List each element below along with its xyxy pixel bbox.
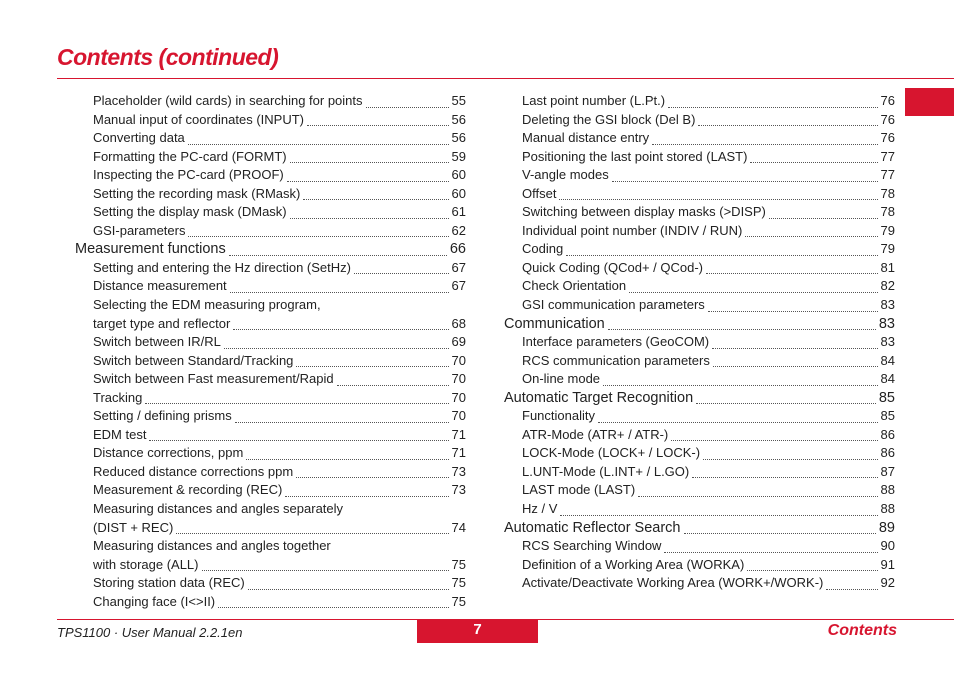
toc-entry-title: Inspecting the PC-card (PROOF) bbox=[93, 167, 284, 183]
toc-entry[interactable] bbox=[504, 500, 895, 519]
dot-leader bbox=[290, 161, 449, 163]
toc-entry-title: Distance measurement bbox=[93, 278, 227, 294]
toc-entry-page: 83 bbox=[880, 334, 895, 350]
toc-entry-title: Communication bbox=[504, 315, 605, 332]
dot-leader bbox=[202, 569, 449, 571]
toc-entry[interactable] bbox=[75, 92, 466, 111]
dot-leader bbox=[224, 347, 449, 349]
dot-leader bbox=[629, 291, 877, 293]
toc-entry-title: Tracking bbox=[93, 389, 143, 405]
toc-entry[interactable] bbox=[75, 481, 466, 500]
dot-leader bbox=[692, 476, 877, 478]
toc-entry-title: Storing station data (REC) bbox=[93, 575, 245, 591]
toc-entry-page: 83 bbox=[880, 297, 895, 313]
toc-entry-page: 66 bbox=[449, 241, 466, 258]
dot-leader bbox=[303, 198, 448, 200]
toc-entry[interactable] bbox=[75, 556, 466, 575]
toc-entry-title: Converting data bbox=[93, 130, 185, 146]
dot-leader bbox=[560, 514, 877, 516]
toc-entry[interactable] bbox=[75, 426, 466, 445]
toc-entry-title: Deleting the GSI block (Del B) bbox=[522, 111, 696, 127]
toc-entry-title: Formatting the PC-card (FORMT) bbox=[93, 148, 287, 164]
toc-entry-title: Positioning the last point stored (LAST) bbox=[522, 148, 748, 164]
dot-leader bbox=[246, 458, 448, 460]
toc-entry-page: 78 bbox=[880, 185, 895, 201]
toc-entry-page: 69 bbox=[451, 334, 466, 350]
dot-leader bbox=[712, 347, 877, 349]
dot-leader bbox=[566, 254, 877, 256]
toc-section-entry[interactable] bbox=[504, 315, 895, 334]
dot-leader bbox=[235, 421, 449, 423]
dot-leader bbox=[608, 328, 876, 330]
toc-entry-page: 76 bbox=[880, 111, 895, 127]
header-rule bbox=[57, 78, 954, 79]
dot-leader bbox=[638, 495, 877, 497]
toc-entry-title: RCS communication parameters bbox=[522, 352, 710, 368]
toc-entry-title: Definition of a Working Area (WORKA) bbox=[522, 556, 745, 572]
dot-leader bbox=[612, 180, 878, 182]
toc-entry-page: 81 bbox=[880, 259, 895, 275]
toc-entry-page: 88 bbox=[880, 501, 895, 517]
toc-entry[interactable] bbox=[504, 574, 895, 593]
toc-entry-page: 59 bbox=[451, 148, 466, 164]
toc-entry[interactable] bbox=[504, 111, 895, 130]
toc-entry-continued: Measuring distances and angles separately bbox=[93, 501, 344, 517]
page-number: 7 bbox=[417, 620, 538, 643]
dot-leader bbox=[296, 365, 448, 367]
toc-entry-page: 90 bbox=[880, 538, 895, 554]
dot-leader bbox=[229, 254, 447, 256]
toc-entry-title: Switch between Fast measurement/Rapid bbox=[93, 371, 334, 387]
toc-entry-title: Coding bbox=[522, 241, 564, 257]
toc-entry-page: 88 bbox=[880, 482, 895, 498]
toc-entry-page: 77 bbox=[880, 167, 895, 183]
toc-entry[interactable] bbox=[504, 129, 895, 148]
toc-entry-page: 92 bbox=[880, 575, 895, 591]
toc-section-entry[interactable] bbox=[504, 519, 895, 538]
toc-entry-page: 86 bbox=[880, 445, 895, 461]
toc-entry-title: with storage (ALL) bbox=[93, 556, 199, 572]
toc-entry[interactable] bbox=[504, 426, 895, 445]
toc-entry[interactable] bbox=[504, 463, 895, 482]
toc-entry-page: 70 bbox=[451, 389, 466, 405]
toc-entry-title: LAST mode (LAST) bbox=[522, 482, 636, 498]
dot-leader bbox=[696, 402, 876, 404]
toc-entry[interactable] bbox=[504, 277, 895, 296]
toc-entry-title: Interface parameters (GeoCOM) bbox=[522, 334, 710, 350]
toc-entry-title: Manual distance entry bbox=[522, 130, 650, 146]
toc-entry-page: 56 bbox=[451, 111, 466, 127]
toc-entry[interactable] bbox=[504, 370, 895, 389]
toc-entry-title: (DIST + REC) bbox=[93, 519, 174, 535]
toc-entry-title: Activate/Deactivate Working Area (WORK+/WORK-) bbox=[522, 575, 824, 591]
toc-entry[interactable] bbox=[504, 222, 895, 241]
toc-entry-title: Measurement & recording (REC) bbox=[93, 482, 283, 498]
dot-leader bbox=[664, 551, 877, 553]
toc-entry[interactable] bbox=[504, 444, 895, 463]
toc-entry[interactable] bbox=[75, 315, 466, 334]
dot-leader bbox=[826, 588, 877, 590]
toc-entry[interactable] bbox=[75, 185, 466, 204]
toc-entry-page: 76 bbox=[880, 93, 895, 108]
dot-leader bbox=[559, 198, 877, 200]
toc-entry[interactable] bbox=[504, 407, 895, 426]
dot-leader bbox=[750, 161, 877, 163]
toc-entry[interactable] bbox=[504, 333, 895, 352]
dot-leader bbox=[747, 569, 877, 571]
toc-entry-title: Switch between IR/RL bbox=[93, 334, 221, 350]
toc-entry[interactable] bbox=[75, 166, 466, 185]
toc-entry[interactable] bbox=[504, 481, 895, 500]
dot-leader bbox=[296, 476, 448, 478]
dot-leader bbox=[769, 217, 878, 219]
toc-entry[interactable] bbox=[75, 463, 466, 482]
dot-leader bbox=[745, 235, 877, 237]
toc-entry[interactable] bbox=[75, 389, 466, 408]
toc-entry-title: V-angle modes bbox=[522, 167, 609, 183]
toc-entry-title: EDM test bbox=[93, 426, 147, 442]
toc-entry-title: GSI-parameters bbox=[93, 222, 186, 238]
dot-leader bbox=[337, 384, 449, 386]
toc-entry-title: Changing face (I<>II) bbox=[93, 593, 216, 609]
toc-entry-page: 84 bbox=[880, 352, 895, 368]
toc-entry-page: 56 bbox=[451, 130, 466, 146]
toc-entry-page: 79 bbox=[880, 241, 895, 257]
toc-entry-page: 68 bbox=[451, 315, 466, 331]
dot-leader bbox=[603, 384, 877, 386]
toc-entry[interactable] bbox=[504, 352, 895, 371]
toc-entry-page: 74 bbox=[451, 519, 466, 535]
toc-entry[interactable] bbox=[504, 166, 895, 185]
toc-entry-title: Check Orientation bbox=[522, 278, 627, 294]
toc-entry-page: 75 bbox=[451, 556, 466, 572]
toc-entry-title: LOCK-Mode (LOCK+ / LOCK-) bbox=[522, 445, 701, 461]
toc-entry-page: 85 bbox=[880, 408, 895, 424]
toc-entry[interactable] bbox=[504, 556, 895, 575]
dot-leader bbox=[290, 217, 449, 219]
toc-entry-page: 83 bbox=[878, 315, 895, 332]
dot-leader bbox=[188, 235, 448, 237]
dot-leader bbox=[233, 328, 448, 330]
toc-entry[interactable] bbox=[75, 574, 466, 593]
toc-entry[interactable] bbox=[504, 259, 895, 278]
section-tab-marker bbox=[905, 88, 954, 116]
toc-entry-title: Setting the recording mask (RMask) bbox=[93, 185, 301, 201]
toc-entry-page: 73 bbox=[451, 463, 466, 479]
toc-entry[interactable] bbox=[75, 370, 466, 389]
toc-entry-title: L.UNT-Mode (L.INT+ / L.GO) bbox=[522, 463, 690, 479]
dot-leader bbox=[652, 143, 877, 145]
dot-leader bbox=[366, 106, 449, 108]
toc-entry-title: Automatic Target Recognition bbox=[504, 389, 694, 406]
toc-entry-page: 79 bbox=[880, 222, 895, 238]
toc-entry-page: 75 bbox=[451, 575, 466, 591]
toc-entry[interactable] bbox=[504, 203, 895, 222]
toc-entry-page: 77 bbox=[880, 148, 895, 164]
dot-leader bbox=[668, 106, 877, 108]
toc-entry-title: GSI communication parameters bbox=[522, 297, 705, 313]
dot-leader bbox=[598, 421, 878, 423]
toc-entry-page: 62 bbox=[451, 222, 466, 238]
toc-entry-page: 73 bbox=[451, 482, 466, 498]
dot-leader bbox=[145, 402, 448, 404]
dot-leader bbox=[307, 124, 449, 126]
toc-entry-title: Measurement functions bbox=[75, 241, 226, 258]
dot-leader bbox=[287, 180, 449, 182]
dot-leader bbox=[684, 532, 876, 534]
toc-entry-page: 70 bbox=[451, 408, 466, 424]
footer-section-name: Contents bbox=[827, 622, 897, 639]
toc-entry[interactable] bbox=[75, 519, 466, 538]
toc-entry[interactable] bbox=[504, 296, 895, 315]
toc-entry-title: Setting and entering the Hz direction (SetHz) bbox=[93, 259, 351, 275]
toc-entry[interactable] bbox=[75, 352, 466, 371]
dot-leader bbox=[703, 458, 877, 460]
toc-entry[interactable] bbox=[75, 277, 466, 296]
toc-entry-page: 75 bbox=[451, 593, 466, 609]
toc-right-column bbox=[504, 92, 895, 593]
dot-leader bbox=[713, 365, 878, 367]
toc-entry-page: 55 bbox=[451, 93, 466, 108]
dot-leader bbox=[708, 310, 878, 312]
toc-section-entry[interactable] bbox=[75, 240, 466, 259]
toc-entry-page: 78 bbox=[880, 204, 895, 220]
toc-entry-title: Manual input of coordinates (INPUT) bbox=[93, 111, 304, 127]
toc-entry-continued: Selecting the EDM measuring program, bbox=[93, 297, 321, 313]
toc-entry-title: Setting the display mask (DMask) bbox=[93, 204, 287, 220]
toc-entry-continued: Measuring distances and angles together bbox=[93, 538, 331, 554]
toc-entry-page: 85 bbox=[878, 389, 895, 406]
dot-leader bbox=[149, 439, 448, 441]
footer-manual-title: TPS1100 · User Manual 2.2.1en bbox=[57, 625, 243, 640]
dot-leader bbox=[188, 143, 449, 145]
toc-entry-page: 71 bbox=[451, 445, 466, 461]
toc-entry-page: 70 bbox=[451, 371, 466, 387]
toc-entry[interactable] bbox=[75, 333, 466, 352]
toc-entry[interactable] bbox=[75, 129, 466, 148]
page-title: Contents (continued) bbox=[57, 44, 279, 70]
toc-left-column bbox=[75, 92, 466, 611]
toc-entry-title: RCS Searching Window bbox=[522, 538, 662, 554]
toc-entry-page: 60 bbox=[451, 185, 466, 201]
toc-entry-page: 87 bbox=[880, 463, 895, 479]
toc-entry-page: 76 bbox=[880, 130, 895, 146]
toc-section-entry[interactable] bbox=[504, 389, 895, 408]
dot-leader bbox=[706, 272, 878, 274]
toc-entry-title: Functionality bbox=[522, 408, 595, 424]
toc-entry[interactable] bbox=[75, 148, 466, 167]
dot-leader bbox=[671, 439, 877, 441]
dot-leader bbox=[248, 588, 449, 590]
toc-entry[interactable] bbox=[504, 537, 895, 556]
toc-entry[interactable] bbox=[75, 259, 466, 278]
toc-entry-page: 89 bbox=[878, 519, 895, 536]
dot-leader bbox=[230, 291, 449, 293]
toc-entry-page: 67 bbox=[451, 278, 466, 294]
toc-entry-title: Reduced distance corrections ppm bbox=[93, 463, 294, 479]
toc-entry-title: Placeholder (wild cards) in searching for points bbox=[93, 93, 363, 108]
toc-entry[interactable] bbox=[504, 240, 895, 259]
toc-entry-title: Individual point number (INDIV / RUN) bbox=[522, 222, 743, 238]
toc-entry[interactable] bbox=[504, 185, 895, 204]
toc-entry-title: Switch between Standard/Tracking bbox=[93, 352, 294, 368]
toc-entry[interactable] bbox=[504, 148, 895, 167]
toc-entry-page: 91 bbox=[880, 556, 895, 572]
toc-entry-title: ATR-Mode (ATR+ / ATR-) bbox=[522, 426, 669, 442]
toc-entry-title: Setting / defining prisms bbox=[93, 408, 232, 424]
dot-leader bbox=[218, 606, 448, 608]
toc-entry-page: 67 bbox=[451, 259, 466, 275]
dot-leader bbox=[698, 124, 877, 126]
toc-entry[interactable] bbox=[504, 92, 895, 111]
toc-entry-title: Distance corrections, ppm bbox=[93, 445, 244, 461]
toc-entry-title: Last point number (L.Pt.) bbox=[522, 93, 666, 108]
toc-entry-title: Offset bbox=[522, 185, 557, 201]
dot-leader bbox=[354, 272, 449, 274]
toc-entry-page: 70 bbox=[451, 352, 466, 368]
toc-entry-page: 61 bbox=[451, 204, 466, 220]
toc-entry-title: On-line mode bbox=[522, 371, 601, 387]
toc-entry[interactable] bbox=[75, 444, 466, 463]
toc-entry-title: Automatic Reflector Search bbox=[504, 519, 681, 536]
toc-entry[interactable] bbox=[75, 407, 466, 426]
toc-entry-page: 82 bbox=[880, 278, 895, 294]
toc-entry-title: Quick Coding (QCod+ / QCod-) bbox=[522, 259, 703, 275]
toc-entry-title: Switching between display masks (>DISP) bbox=[522, 204, 766, 220]
dot-leader bbox=[285, 495, 448, 497]
toc-entry-page: 60 bbox=[451, 167, 466, 183]
toc-entry-page: 84 bbox=[880, 371, 895, 387]
toc-entry[interactable] bbox=[75, 203, 466, 222]
toc-entry[interactable] bbox=[75, 222, 466, 241]
toc-entry-title: target type and reflector bbox=[93, 315, 231, 331]
toc-entry[interactable] bbox=[75, 593, 466, 612]
toc-entry-page: 86 bbox=[880, 426, 895, 442]
toc-entry[interactable] bbox=[75, 111, 466, 130]
toc-entry-page: 71 bbox=[451, 426, 466, 442]
toc-entry-title: Hz / V bbox=[522, 501, 558, 517]
dot-leader bbox=[176, 532, 448, 534]
